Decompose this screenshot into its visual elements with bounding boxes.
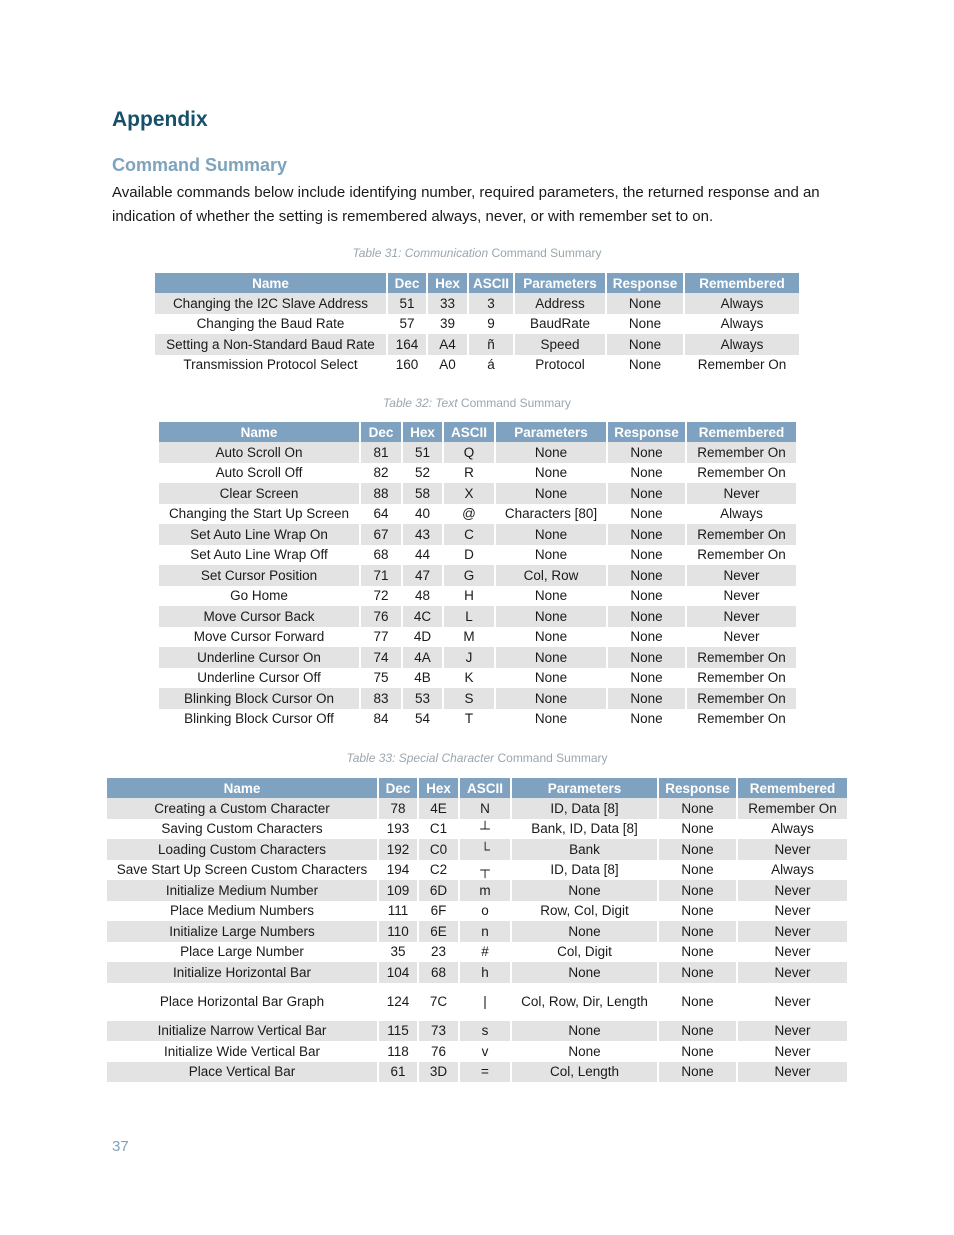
table-row <box>159 483 796 504</box>
cell-response: None <box>658 798 737 819</box>
cell-name: Initialize Wide Vertical Bar <box>107 1041 378 1062</box>
cell-ascii: s <box>459 1021 511 1042</box>
cell-dec: 83 <box>360 688 402 709</box>
cell-ascii: h <box>459 962 511 983</box>
caption-label: Table 33: Special Character <box>346 751 495 765</box>
cell-parameters: ID, Data [8] <box>511 860 658 881</box>
cell-dec: 76 <box>360 606 402 627</box>
cell-response: None <box>606 314 684 335</box>
cell-name: Creating a Custom Character <box>107 798 378 819</box>
cell-response: None <box>607 688 686 709</box>
cell-name: Underline Cursor On <box>159 647 360 668</box>
caption-label: Table 31: Communication <box>352 246 489 260</box>
cell-remembered: Always <box>684 334 799 355</box>
column-header-name: Name <box>159 422 360 442</box>
cell-name: Save Start Up Screen Custom Characters <box>107 860 378 881</box>
cell-response: None <box>658 901 737 922</box>
cell-remembered: Never <box>686 565 796 586</box>
column-header-remembered: Remembered <box>737 778 847 798</box>
cell-remembered: Never <box>737 1062 847 1083</box>
caption-text: Command Summary <box>488 246 602 260</box>
cell-dec: 35 <box>378 942 418 963</box>
cell-name: Setting a Non-Standard Baud Rate <box>155 334 387 355</box>
cell-remembered: Never <box>723 629 760 645</box>
cell-hex: 73 <box>418 1021 459 1042</box>
cell-dec: 110 <box>378 921 418 942</box>
table-row <box>107 819 847 840</box>
cell-ascii: m <box>459 880 511 901</box>
cell-name: Saving Custom Characters <box>107 819 378 840</box>
cell-name: Set Cursor Position <box>159 565 360 586</box>
cell-hex: 4B <box>402 668 443 689</box>
cell-response: None <box>607 647 686 668</box>
cell-name: Move Cursor Forward <box>159 627 360 648</box>
cell-dec: 194 <box>378 860 418 881</box>
table-31-caption <box>0 246 954 260</box>
cell-ascii: H <box>443 586 495 607</box>
cell-remembered: Never <box>774 993 811 1009</box>
cell-parameters: Protocol <box>514 355 606 376</box>
cell-parameters: None <box>495 442 607 463</box>
table-row <box>159 688 796 709</box>
table-row <box>107 860 847 881</box>
cell-parameters: None <box>495 524 607 545</box>
cell-hex: 23 <box>418 942 459 963</box>
cell-parameters: Bank <box>511 839 658 860</box>
cell-parameters: None <box>495 668 607 689</box>
column-header-remembered: Remembered <box>684 273 799 293</box>
cell-dec: 111 <box>378 901 418 922</box>
cell-dec: 192 <box>378 839 418 860</box>
table-row <box>159 627 796 648</box>
cell-hex: 68 <box>418 962 459 983</box>
cell-name: Loading Custom Characters <box>107 839 378 860</box>
cell-ascii: = <box>459 1062 511 1083</box>
cell-response: None <box>607 668 686 689</box>
cell-hex: 76 <box>418 1041 459 1062</box>
text-command-table <box>159 422 796 729</box>
cell-response: None <box>607 545 686 566</box>
cell-parameters: Col, Row, Dir, Length <box>511 983 658 1021</box>
cell-remembered: Remember On <box>697 670 786 686</box>
cell-response: None <box>607 463 686 484</box>
table-row <box>107 798 847 819</box>
cell-dec: 72 <box>360 586 402 607</box>
cell-remembered: Remember On <box>697 465 786 481</box>
cell-remembered: Never <box>774 1043 811 1059</box>
table-row <box>159 709 796 730</box>
cell-hex: 6D <box>418 880 459 901</box>
cell-remembered: Remember On <box>697 547 786 563</box>
cell-hex: 47 <box>402 565 443 586</box>
cell-dec: 124 <box>378 983 418 1021</box>
cell-remembered: Never <box>737 962 847 983</box>
column-header-dec: Dec <box>360 422 402 442</box>
cell-remembered: Always <box>771 821 814 837</box>
table-row <box>107 983 847 1021</box>
cell-name: Blinking Block Cursor Off <box>159 709 360 730</box>
table-row <box>159 463 796 484</box>
cell-response: None <box>607 483 686 504</box>
cell-ascii: á <box>468 355 514 376</box>
cell-name: Place Vertical Bar <box>107 1062 378 1083</box>
cell-remembered: Remember On <box>686 647 796 668</box>
cell-remembered: Remember On <box>697 711 786 727</box>
column-header-hex: Hex <box>402 422 443 442</box>
cell-name: Initialize Horizontal Bar <box>107 962 378 983</box>
table-row <box>155 334 799 355</box>
cell-remembered: Always <box>684 293 799 314</box>
cell-name: Changing the I2C Slave Address <box>155 293 387 314</box>
cell-hex: 3D <box>418 1062 459 1083</box>
cell-name: Changing the Start Up Screen <box>159 504 360 525</box>
cell-remembered: Never <box>737 1021 847 1042</box>
cell-remembered: Remember On <box>686 524 796 545</box>
cell-hex: C1 <box>418 819 459 840</box>
cell-dec: 75 <box>360 668 402 689</box>
cell-dec: 51 <box>387 293 427 314</box>
column-header-name: Name <box>107 778 378 798</box>
table-row <box>107 921 847 942</box>
cell-hex: 44 <box>402 545 443 566</box>
cell-ascii: N <box>459 798 511 819</box>
cell-parameters: Speed <box>514 334 606 355</box>
cell-name: Transmission Protocol Select <box>155 355 387 376</box>
cell-dec: 68 <box>360 545 402 566</box>
cell-hex: C2 <box>418 860 459 881</box>
cell-remembered: Never <box>686 606 796 627</box>
cell-remembered: Never <box>686 483 796 504</box>
cell-ascii: ñ <box>468 334 514 355</box>
cell-response: None <box>658 1021 737 1042</box>
table-row <box>107 1062 847 1083</box>
cell-response: None <box>658 839 737 860</box>
table-row <box>159 668 796 689</box>
column-header-parameters: Parameters <box>514 273 606 293</box>
cell-response: None <box>607 524 686 545</box>
cell-dec: 74 <box>360 647 402 668</box>
table-row <box>159 565 796 586</box>
table-row <box>107 942 847 963</box>
cell-response: None <box>607 627 686 648</box>
column-header-hex: Hex <box>427 273 468 293</box>
cell-hex: 4D <box>402 627 443 648</box>
cell-remembered: Never <box>723 588 760 604</box>
cell-hex: 6E <box>418 921 459 942</box>
cell-response: None <box>606 334 684 355</box>
cell-ascii: C <box>443 524 495 545</box>
cell-ascii: n <box>459 921 511 942</box>
cell-hex: 39 <box>427 314 468 335</box>
cell-dec: 57 <box>387 314 427 335</box>
table-row <box>155 355 799 376</box>
cell-name: Auto Scroll Off <box>159 463 360 484</box>
cell-parameters: None <box>495 627 607 648</box>
cell-parameters: ID, Data [8] <box>511 798 658 819</box>
table-row <box>107 962 847 983</box>
cell-hex: 4C <box>402 606 443 627</box>
cell-name: Underline Cursor Off <box>159 668 360 689</box>
cell-hex: 54 <box>402 709 443 730</box>
cell-hex: A4 <box>427 334 468 355</box>
cell-parameters: None <box>511 1021 658 1042</box>
column-header-response: Response <box>658 778 737 798</box>
cell-dec: 160 <box>387 355 427 376</box>
header-row <box>159 422 796 442</box>
cell-parameters: None <box>495 483 607 504</box>
table-row <box>107 901 847 922</box>
cell-response: None <box>607 709 686 730</box>
cell-parameters: Characters [80] <box>495 504 607 525</box>
cell-ascii: R <box>443 463 495 484</box>
cell-response: None <box>606 293 684 314</box>
section-heading: Command Summary <box>112 155 288 175</box>
cell-parameters: None <box>511 1041 658 1062</box>
cell-name: Go Home <box>159 586 360 607</box>
cell-response: None <box>658 1041 737 1062</box>
cell-ascii: M <box>443 627 495 648</box>
cell-hex: C0 <box>418 839 459 860</box>
cell-ascii: D <box>443 545 495 566</box>
cell-ascii: | <box>459 983 511 1021</box>
cell-remembered: Remember On <box>737 798 847 819</box>
cell-response: None <box>658 983 737 1021</box>
caption-text: Command Summary <box>494 751 608 765</box>
cell-response: None <box>607 606 686 627</box>
cell-hex: 58 <box>402 483 443 504</box>
cell-remembered: Remember On <box>686 688 796 709</box>
table-row <box>159 524 796 545</box>
cell-parameters: None <box>495 586 607 607</box>
cell-response: None <box>606 355 684 376</box>
cell-parameters: None <box>495 709 607 730</box>
cell-name: Changing the Baud Rate <box>155 314 387 335</box>
column-header-ascii: ASCII <box>468 273 514 293</box>
cell-hex: 40 <box>402 504 443 525</box>
cell-response: None <box>658 819 737 840</box>
cell-hex: 4E <box>418 798 459 819</box>
page-heading: Appendix <box>112 108 208 131</box>
header-row <box>155 273 799 293</box>
cell-dec: 88 <box>360 483 402 504</box>
cell-response: None <box>658 962 737 983</box>
cell-remembered: Remember On <box>697 357 787 373</box>
cell-name: Initialize Large Numbers <box>107 921 378 942</box>
cell-parameters: Col, Row <box>495 565 607 586</box>
cell-name: Place Horizontal Bar Graph <box>107 983 378 1021</box>
cell-parameters: None <box>495 688 607 709</box>
table-row <box>159 504 796 525</box>
cell-name: Auto Scroll On <box>159 442 360 463</box>
cell-remembered: Always <box>771 862 814 878</box>
table-row <box>159 442 796 463</box>
cell-response: None <box>607 442 686 463</box>
table-row <box>155 314 799 335</box>
cell-hex: 51 <box>402 442 443 463</box>
cell-ascii: G <box>443 565 495 586</box>
cell-response: None <box>658 860 737 881</box>
cell-remembered: Never <box>774 903 811 919</box>
cell-ascii: L <box>443 606 495 627</box>
cell-parameters: BaudRate <box>514 314 606 335</box>
header-row <box>107 778 847 798</box>
column-header-parameters: Parameters <box>511 778 658 798</box>
cell-ascii: 3 <box>468 293 514 314</box>
cell-hex: 4A <box>402 647 443 668</box>
caption-text: Command Summary <box>457 396 571 410</box>
cell-dec: 78 <box>378 798 418 819</box>
cell-hex: 48 <box>402 586 443 607</box>
cell-hex: 33 <box>427 293 468 314</box>
column-header-ascii: ASCII <box>459 778 511 798</box>
table-32-caption <box>0 396 954 410</box>
cell-dec: 67 <box>360 524 402 545</box>
cell-hex: 43 <box>402 524 443 545</box>
cell-dec: 104 <box>378 962 418 983</box>
special-character-command-table <box>107 778 847 1082</box>
cell-remembered: Always <box>720 506 763 522</box>
cell-dec: 64 <box>360 504 402 525</box>
table-row <box>107 839 847 860</box>
table-row <box>159 586 796 607</box>
cell-response: None <box>658 1062 737 1083</box>
column-header-response: Response <box>607 422 686 442</box>
cell-dec: 81 <box>360 442 402 463</box>
table-row <box>159 606 796 627</box>
cell-name: Place Large Number <box>107 942 378 963</box>
cell-ascii: J <box>443 647 495 668</box>
cell-ascii: @ <box>443 504 495 525</box>
cell-parameters: None <box>495 647 607 668</box>
cell-remembered: Remember On <box>686 442 796 463</box>
cell-response: None <box>607 586 686 607</box>
cell-parameters: Row, Col, Digit <box>511 901 658 922</box>
cell-response: None <box>607 565 686 586</box>
table-row <box>159 545 796 566</box>
cell-name: Place Medium Numbers <box>107 901 378 922</box>
cell-ascii: 9 <box>468 314 514 335</box>
cell-ascii: K <box>443 668 495 689</box>
table-row <box>159 647 796 668</box>
column-header-dec: Dec <box>387 273 427 293</box>
column-header-hex: Hex <box>418 778 459 798</box>
cell-parameters: Address <box>514 293 606 314</box>
cell-hex: 6F <box>418 901 459 922</box>
cell-hex: 52 <box>402 463 443 484</box>
cell-remembered: Never <box>774 944 811 960</box>
cell-dec: 71 <box>360 565 402 586</box>
cell-dec: 118 <box>378 1041 418 1062</box>
cell-dec: 164 <box>387 334 427 355</box>
cell-name: Initialize Medium Number <box>107 880 378 901</box>
cell-parameters: None <box>495 606 607 627</box>
cell-response: None <box>658 880 737 901</box>
cell-remembered: Never <box>737 921 847 942</box>
cell-response: None <box>607 504 686 525</box>
cell-ascii: o <box>459 901 511 922</box>
table-row <box>107 880 847 901</box>
cell-dec: 84 <box>360 709 402 730</box>
cell-ascii: Q <box>443 442 495 463</box>
column-header-parameters: Parameters <box>495 422 607 442</box>
cell-ascii: T <box>443 709 495 730</box>
cell-ascii: ┴ <box>459 819 511 840</box>
caption-label: Table 32: Text <box>383 396 458 410</box>
cell-parameters: Col, Length <box>511 1062 658 1083</box>
cell-remembered: Always <box>720 316 764 332</box>
column-header-response: Response <box>606 273 684 293</box>
cell-dec: 109 <box>378 880 418 901</box>
column-header-remembered: Remembered <box>686 422 796 442</box>
cell-name: Blinking Block Cursor On <box>159 688 360 709</box>
table-row <box>155 293 799 314</box>
page-number: 37 <box>112 1138 129 1155</box>
cell-hex: A0 <box>427 355 468 376</box>
cell-dec: 61 <box>378 1062 418 1083</box>
cell-remembered: Never <box>737 839 847 860</box>
cell-remembered: Never <box>737 880 847 901</box>
cell-dec: 115 <box>378 1021 418 1042</box>
cell-name: Initialize Narrow Vertical Bar <box>107 1021 378 1042</box>
column-header-ascii: ASCII <box>443 422 495 442</box>
cell-hex: 7C <box>418 983 459 1021</box>
table-row <box>107 1021 847 1042</box>
cell-response: None <box>658 921 737 942</box>
cell-parameters: None <box>495 463 607 484</box>
cell-dec: 82 <box>360 463 402 484</box>
cell-name: Move Cursor Back <box>159 606 360 627</box>
cell-parameters: Bank, ID, Data [8] <box>511 819 658 840</box>
table-33-caption <box>0 751 954 765</box>
cell-ascii: # <box>459 942 511 963</box>
cell-dec: 193 <box>378 819 418 840</box>
cell-ascii: v <box>459 1041 511 1062</box>
column-header-name: Name <box>155 273 387 293</box>
column-header-dec: Dec <box>378 778 418 798</box>
cell-parameters: None <box>511 880 658 901</box>
intro-paragraph: Available commands below include identifying number, required parameters, the returned response and an indication of whether the setting is remembered always, never, or with remember set to on. <box>112 184 820 225</box>
cell-parameters: None <box>495 545 607 566</box>
cell-hex: 53 <box>402 688 443 709</box>
cell-ascii: └ <box>459 839 511 860</box>
cell-name: Clear Screen <box>159 483 360 504</box>
table-row <box>107 1041 847 1062</box>
cell-ascii: X <box>443 483 495 504</box>
cell-name: Set Auto Line Wrap Off <box>159 545 360 566</box>
cell-parameters: None <box>511 921 658 942</box>
cell-dec: 77 <box>360 627 402 648</box>
cell-parameters: None <box>511 962 658 983</box>
cell-ascii: S <box>443 688 495 709</box>
communication-command-table <box>155 273 799 375</box>
cell-parameters: Col, Digit <box>511 942 658 963</box>
cell-response: None <box>658 942 737 963</box>
cell-ascii: ┬ <box>459 860 511 881</box>
cell-name: Set Auto Line Wrap On <box>159 524 360 545</box>
